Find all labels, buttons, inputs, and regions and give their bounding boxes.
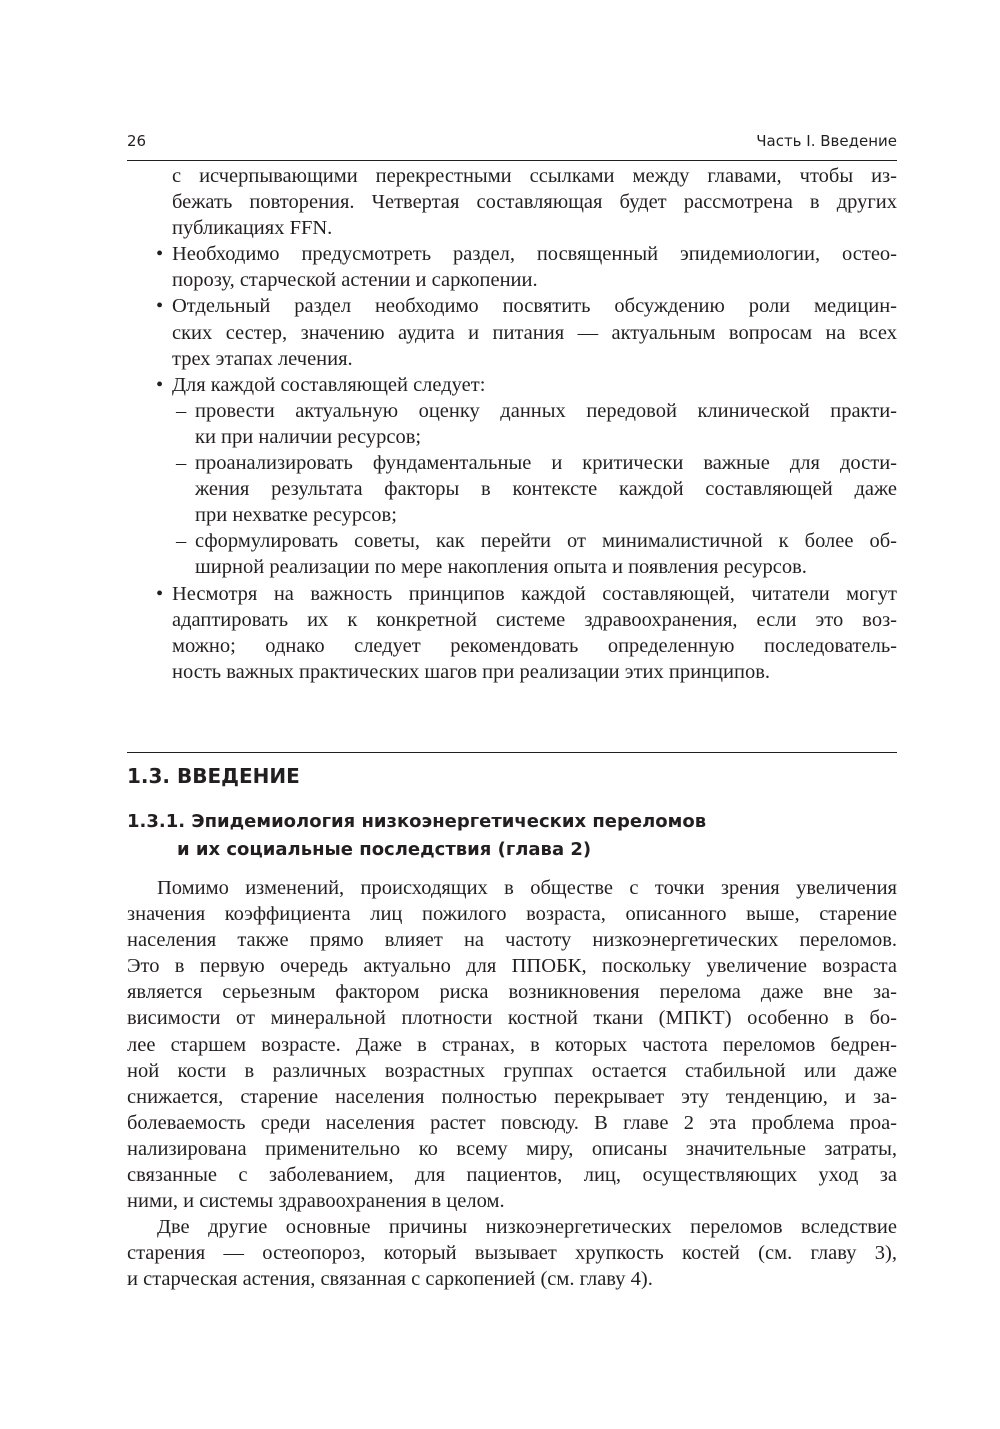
bullet-item xyxy=(127,372,897,398)
bullet-item xyxy=(127,241,897,293)
text-line: ной кости в различных возрастных группах остается стабильной или даже xyxy=(127,1059,897,1082)
text-line: порозу, старческой астении и саркопении. xyxy=(172,269,538,292)
text-line: ность важных практических шагов при реализации этих принципов. xyxy=(172,660,771,683)
text-line: проанализировать фундаментальные и критически важные для дости- – xyxy=(127,450,897,476)
bullet-marker: • xyxy=(156,582,164,605)
text-line: значения коэффициента лиц пожилого возраста, описанного выше, старение xyxy=(127,903,897,926)
dash-subitem xyxy=(127,450,897,528)
bullet-marker: • xyxy=(156,243,164,266)
text-line: старения — остеопороз, который вызывает хрупкость костей (см. главу 3), xyxy=(127,1242,897,1265)
text-line: сформулировать советы, как перейти от минималистичной к более об- – xyxy=(127,528,897,554)
text-line: провести актуальную оценку данных передовой клинической практи- – xyxy=(127,398,897,424)
section-title: 1.3. ВВЕДЕНИЕ xyxy=(127,764,300,788)
bullet-marker: • xyxy=(156,373,164,396)
subsection-title xyxy=(127,808,706,864)
text-line: Необходимо предусмотреть раздел, посвященный эпидемиологии, остео- • xyxy=(127,241,897,267)
text-line: Две другие основные причины низкоэнергетических переломов вследствие xyxy=(157,1216,897,1239)
text-line: ки при наличии ресурсов; xyxy=(195,425,422,448)
text-line: Для каждой составляющей следует: • xyxy=(127,372,897,398)
text-line: с исчерпывающими перекрестными ссылками между главами, чтобы из- xyxy=(172,165,897,187)
subsection-title-line2: и их социальные последствия (глава 2) xyxy=(177,839,592,860)
text-line: Отдельный раздел необходимо посвятить обсуждению роли медицин- • xyxy=(127,293,897,319)
dash-marker: – xyxy=(176,399,187,422)
dash-marker: – xyxy=(176,530,187,553)
paragraph xyxy=(127,875,897,1214)
paragraph xyxy=(127,1214,897,1292)
text-line: Несмотря на важность принципов каждой составляющей, читатели могут • xyxy=(127,581,897,607)
text-line: снижается, старение населения полностью перекрывает эту тенденцию, и за- xyxy=(127,1085,897,1108)
list-continuation xyxy=(127,163,897,241)
text-line: висимости от минеральной плотности костной ткани (МПКТ) особенно в бо- xyxy=(127,1007,897,1030)
text-line: ских сестер, значению аудита и питания — актуальным вопросам на всех xyxy=(172,321,897,344)
section-rule xyxy=(127,752,897,753)
body-text xyxy=(127,875,897,1293)
text-line: Помимо изменений, происходящих в обществе с точки зрения увеличения xyxy=(157,877,897,899)
text-line: связанные с заболеванием, для пациентов, лиц, осуществляющих уход за xyxy=(127,1164,897,1187)
bullet-marker: • xyxy=(156,295,164,318)
text-line: и старческая астения, связанная с саркопенией (см. главу 4). xyxy=(127,1268,653,1291)
subsection-title-line1: 1.3.1. Эпидемиология низкоэнергетических переломов xyxy=(127,811,707,832)
bullet-item xyxy=(127,581,897,685)
text-line: нализирована применительно ко всему миру, описаны значительные затраты, xyxy=(127,1137,897,1160)
requirements-list xyxy=(127,163,897,685)
text-line: лее старшем возрасте. Даже в странах, в которых частота переломов бедрен- xyxy=(127,1033,897,1056)
text-line: публикациях FFN. xyxy=(172,217,333,240)
header-rule xyxy=(127,160,897,161)
text-line: можно; однако следует рекомендовать определенную последователь- xyxy=(172,634,897,657)
text-line: ширной реализации по мере накопления опыта и появления ресурсов. xyxy=(195,556,807,579)
text-line: адаптировать их к конкретной системе здравоохранения, если это воз- xyxy=(172,608,897,631)
dash-subitem xyxy=(127,398,897,450)
text-line: при нехватке ресурсов; xyxy=(195,504,397,527)
text-line: жения результата факторы в контексте каждой составляющей даже xyxy=(195,478,897,501)
text-line: ними, и системы здравоохранения в целом. xyxy=(127,1190,505,1213)
bullet-item xyxy=(127,293,897,371)
text-line: является серьезным фактором риска возникновения перелома даже вне за- xyxy=(127,981,897,1004)
text-line: трех этапах лечения. xyxy=(172,347,353,370)
text-line: бежать повторения. Четвертая составляющая будет рассмотрена в других xyxy=(172,191,897,214)
running-title: Часть I. Введение xyxy=(756,132,897,150)
text-line: Это в первую очередь актуально для ППОБК, поскольку увеличение возраста xyxy=(127,955,897,978)
dash-marker: – xyxy=(176,452,187,475)
text-line: населения также прямо влияет на частоту низкоэнергетических переломов. xyxy=(127,929,897,952)
dash-subitem xyxy=(127,528,897,580)
text-line: болеваемость среди населения растет повсюду. В главе 2 эта проблема проа- xyxy=(127,1111,897,1134)
page-number: 26 xyxy=(127,132,147,150)
